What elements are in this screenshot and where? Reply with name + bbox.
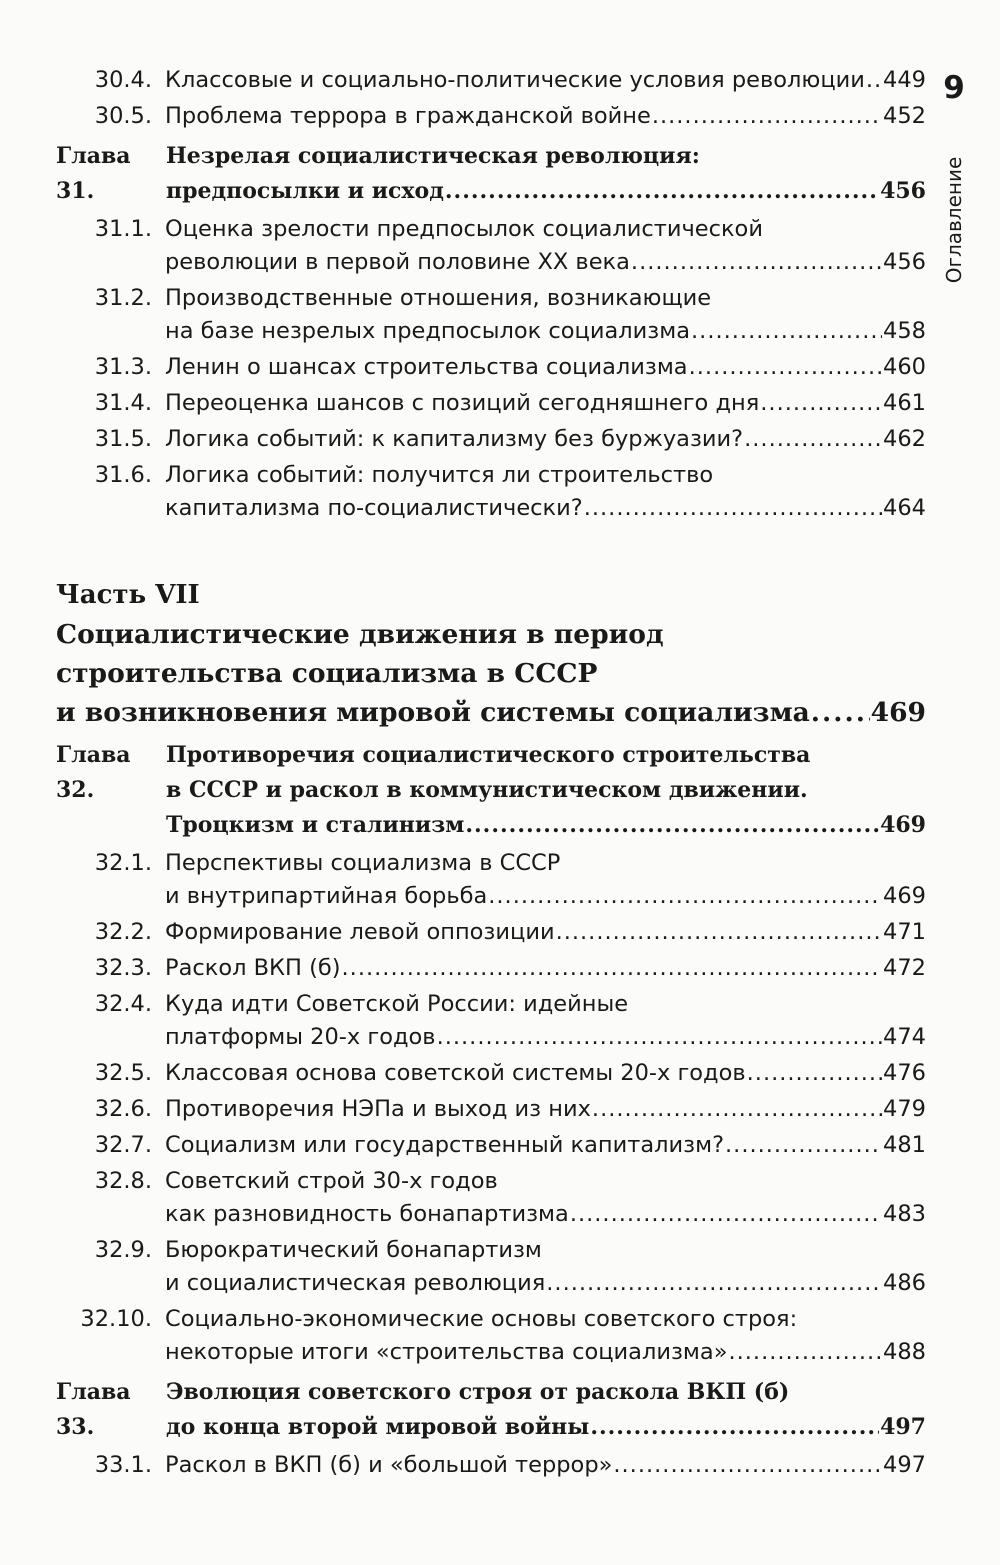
entry-number: 31.1. [94,216,152,242]
entry-number: 32.9. [94,1237,152,1263]
entry-title-text: Классовые и социально-политические условия революции [165,67,865,93]
entry-title [165,351,926,384]
dot-leader [691,315,882,348]
entry-title [165,459,926,525]
entry-title-text: капитализма по-социалистически? [165,495,583,521]
dot-leader [652,100,882,133]
toc-entry[interactable] [56,282,926,348]
entry-title-last-line [165,423,926,456]
entry-title-last-line [165,952,926,985]
entry-title [165,1234,926,1300]
entry-title-last-line [165,880,926,913]
dot-leader [342,952,883,985]
entry-page-number: 481 [883,1132,926,1158]
dot-leader [689,351,882,384]
entry-title-line: Советский строй 30-х годов [165,1168,498,1194]
entry-title-text: на базе незрелых предпосылок социализма [165,318,691,344]
toc-entry[interactable] [56,1165,926,1231]
entry-title-last-line [165,100,926,133]
entry-title-last-line [165,1057,926,1090]
chapter-31-heading[interactable] [56,139,926,209]
part-title-last-line [56,693,926,732]
toc-entry[interactable] [56,351,926,384]
entry-number: 30.4. [94,67,152,93]
entry-title-text: Переоценка шансов с позиций сегодняшнего дня [165,390,760,416]
toc-entry[interactable] [56,387,926,420]
entry-title [165,1165,926,1231]
chapter-number: Глава 32. [56,742,131,803]
entry-title-text: революции в первой половине XX века [165,249,630,275]
entry-title-line: Логика событий: получится ли строительство [165,462,714,488]
entry-title-line: Бюрократический бонапартизм [165,1237,542,1263]
dot-leader [760,387,882,420]
entry-number: 32.6. [94,1096,152,1122]
entry-page-number: 497 [883,1452,926,1478]
toc-entry[interactable] [56,1093,926,1126]
toc-entry[interactable] [56,213,926,279]
entry-title [165,988,926,1054]
entry-title-last-line [165,315,926,348]
part-title-text: и возникновения мировой системы социализма [56,697,810,728]
entry-title-text: платформы 20-х годов [165,1024,436,1050]
entry-title-line: Перспективы социализма в СССР [165,850,561,876]
entry-title [165,952,926,985]
entry-title-text: Классовая основа советской системы 20-х годов [165,1060,746,1086]
entry-number: 30.5. [94,103,152,129]
entry-title [165,1449,926,1482]
toc-entry[interactable] [56,1303,926,1369]
chapter-number: Глава 33. [56,1379,131,1440]
part-title-line: Социалистические движения в период [56,619,664,650]
toc-entry[interactable] [56,847,926,913]
chapter-title-last-line [166,1410,926,1445]
section-name-vertical [936,120,972,320]
entry-title-line: Куда идти Советской России: идейные [165,991,629,1017]
chapter-title-line: Противоречия социалистического строительства [166,742,811,768]
dot-leader [725,1129,882,1162]
entry-title-text: Формирование левой оппозиции [165,919,555,945]
entry-number: 32.1. [94,850,152,876]
toc-entry[interactable] [56,1129,926,1162]
dot-leader [437,1021,882,1054]
dot-leader [613,1449,882,1482]
entry-title-text: некоторые итоги «строительства социализма» [165,1339,728,1365]
entry-page-number: 456 [883,249,926,275]
part-7-heading[interactable] [56,575,926,732]
entry-number: 31.3. [94,354,152,380]
entry-page-number: 452 [883,103,926,129]
entry-title-text: Ленин о шансах строительства социализма [165,354,688,380]
page-number: 9 [943,70,965,106]
entries-30 [56,64,926,133]
chapter-title [166,1375,926,1445]
entry-title-last-line [165,492,926,525]
chapter-page-number: 469 [880,812,926,838]
entries-32 [56,847,926,1369]
chapter-number: Глава 31. [56,143,131,204]
entry-page-number: 461 [883,390,926,416]
chapter-title [166,738,926,843]
entry-title-text: и внутрипартийная борьба [165,883,488,909]
dot-leader [584,492,882,525]
entry-title-last-line [165,1449,926,1482]
table-of-contents [56,64,926,1485]
entry-page-number: 472 [883,955,926,981]
dot-leader [744,423,882,456]
entry-title-text: Проблема террора в гражданской войне [165,103,651,129]
entry-title [165,387,926,420]
dot-leader [445,174,879,209]
entry-title-last-line [165,1336,926,1369]
chapter-title-text: предпосылки и исход [166,178,444,204]
entry-title-last-line [165,1198,926,1231]
entry-number: 31.4. [94,390,152,416]
entry-title-text: Раскол ВКП (б) [165,955,341,981]
entry-page-number: 486 [883,1270,926,1296]
chapter-page-number: 456 [880,178,926,204]
chapter-title-line: Незрелая социалистическая революция: [166,143,700,169]
chapter-title-last-line [166,808,926,843]
dot-leader [811,693,870,732]
entry-page-number: 462 [883,426,926,452]
entries-31 [56,213,926,525]
entry-title-text: Раскол в ВКП (б) и «большой террор» [165,1452,613,1478]
part-page-number: 469 [870,697,926,728]
entry-title [165,1129,926,1162]
entry-page-number: 488 [883,1339,926,1365]
entry-number: 31.5. [94,426,152,452]
entry-page-number: 469 [883,883,926,909]
chapter-title-text: Троцкизм и сталинизм [166,812,465,838]
entry-page-number: 460 [883,354,926,380]
entry-title-last-line [165,1021,926,1054]
entry-number: 32.10. [80,1306,152,1332]
toc-entry[interactable] [56,1234,926,1300]
entry-title-text: Социализм или государственный капитализм? [165,1132,725,1158]
entry-title-text: Логика событий: к капитализму без буржуазии? [165,426,744,452]
entry-title-last-line [165,246,926,279]
dot-leader [570,1198,882,1231]
entry-number: 32.7. [94,1132,152,1158]
chapter-title-line: в СССР и раскол в коммунистическом движении. [166,777,808,803]
entry-title [165,213,926,279]
part-title-line: строительства социализма в СССР [56,658,598,689]
entry-number: 32.2. [94,919,152,945]
toc-entry[interactable] [56,1449,926,1482]
entry-number: 32.8. [94,1168,152,1194]
dot-leader [631,246,882,279]
entry-number: 33.1. [94,1452,152,1478]
entry-page-number: 449 [883,67,926,93]
entry-title-text: Противоречия НЭПа и выход из них [165,1096,591,1122]
entry-title [165,1057,926,1090]
toc-entry[interactable] [56,100,926,133]
toc-entry[interactable] [56,1057,926,1090]
entry-title [165,916,926,949]
entry-title-last-line [165,387,926,420]
entry-number: 32.5. [94,1060,152,1086]
entry-title [165,847,926,913]
dot-leader [546,1267,882,1300]
entry-number: 32.4. [94,991,152,1017]
entry-title-line: Производственные отношения, возникающие [165,285,712,311]
entry-title-text: как разновидность бонапартизма [165,1201,569,1227]
toc-entry[interactable] [56,459,926,525]
entry-title-last-line [165,64,926,97]
toc-entry[interactable] [56,423,926,456]
running-header [936,70,972,284]
entry-title-line: Оценка зрелости предпосылок социалистической [165,216,763,242]
entry-page-number: 476 [883,1060,926,1086]
dot-leader [866,64,882,97]
section-name-text: Оглавление [942,156,966,284]
chapter-33-heading[interactable] [56,1375,926,1445]
entry-page-number: 464 [883,495,926,521]
entry-title [165,100,926,133]
entry-page-number: 458 [883,318,926,344]
entry-title [165,64,926,97]
entry-title [165,1093,926,1126]
entry-number: 31.2. [94,285,152,311]
entry-title-last-line [165,351,926,384]
entry-page-number: 479 [883,1096,926,1122]
dot-leader [488,880,882,913]
entry-title-last-line [165,1093,926,1126]
chapter-title-text: до конца второй мировой войны [166,1414,590,1440]
entry-title-last-line [165,916,926,949]
entry-title [165,282,926,348]
entry-title [165,423,926,456]
entry-title-text: и социалистическая революция [165,1270,546,1296]
entry-number: 32.3. [94,955,152,981]
entry-title [165,1303,926,1369]
dot-leader [465,808,879,843]
dot-leader [728,1336,882,1369]
dot-leader [592,1093,882,1126]
chapter-page-number: 497 [880,1414,926,1440]
entry-title-last-line [165,1129,926,1162]
chapter-32-heading[interactable] [56,738,926,843]
toc-entry[interactable] [56,64,926,97]
toc-entry[interactable] [56,988,926,1054]
chapter-title-line: Эволюция советского строя от раскола ВКП (б) [166,1379,790,1405]
entry-page-number: 474 [883,1024,926,1050]
dot-leader [590,1410,879,1445]
part-label: Часть VII [56,580,200,610]
entry-title-line: Социально-экономические основы советского строя: [165,1306,798,1332]
toc-entry[interactable] [56,952,926,985]
entry-number: 31.6. [94,462,152,488]
toc-entry[interactable] [56,916,926,949]
entry-title-last-line [165,1267,926,1300]
entry-page-number: 483 [883,1201,926,1227]
dot-leader [747,1057,882,1090]
dot-leader [556,916,882,949]
chapter-title-last-line [166,174,926,209]
entries-33 [56,1449,926,1482]
chapter-title [166,139,926,209]
entry-page-number: 471 [883,919,926,945]
